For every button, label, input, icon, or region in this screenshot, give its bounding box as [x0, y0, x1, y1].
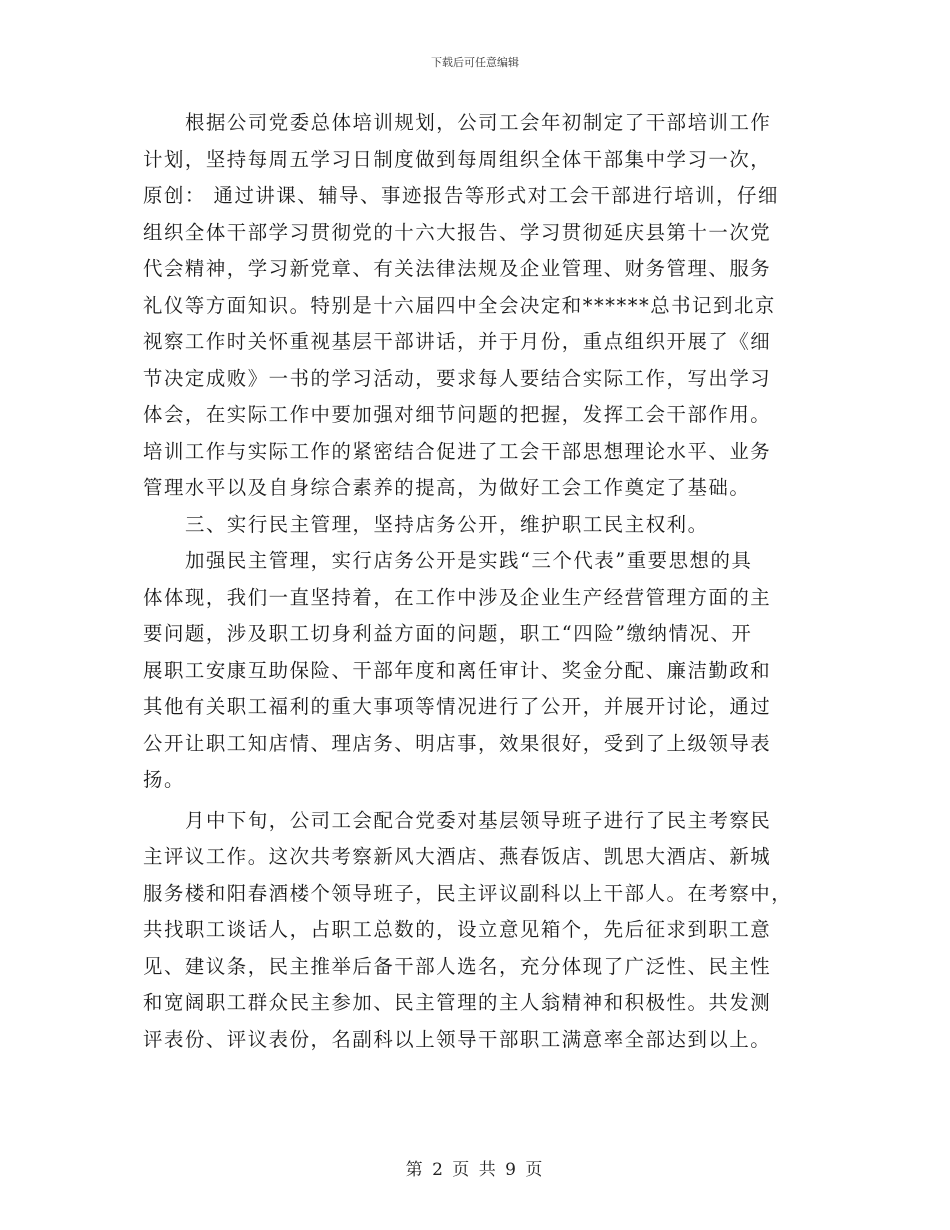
- paragraph-line: 礼仪等方面知识。特别是十六届四中全会决定和******总书记到北京: [143, 293, 776, 317]
- paragraph-line: 共找职工谈话人，占职工总数的，设立意见箱个，先后征求到职工意: [143, 918, 772, 941]
- paragraph-line: 见、建议条，民主推举后备干部人选名，充分体现了广泛性、民主性: [143, 954, 772, 978]
- paragraph-line: 加强民主管理，实行店务公开是实践“三个代表”重要思想的具: [185, 549, 753, 572]
- paragraph-line: 扬。: [143, 768, 185, 791]
- paragraph-line: 主评议工作。这次共考察新风大酒店、燕春饭店、凯思大酒店、新城: [143, 845, 772, 868]
- paragraph-line: 展职工安康互助保险、干部年度和离任审计、奖金分配、廉洁勤政和: [143, 658, 772, 682]
- paragraph-line: 根据公司党委总体培训规划，公司工会年初制定了干部培训工作: [185, 111, 772, 134]
- paragraph-line: 服务楼和阳春酒楼个领导班子，民主评议副科以上干部人。在考察中，: [143, 881, 793, 905]
- page-header-note: 下载后可任意编辑: [431, 56, 519, 69]
- paragraph-line: 和宽阔职工群众民主参加、民主管理的主人翁精神和积极性。共发测: [143, 991, 772, 1014]
- paragraph-line: 培训工作与实际工作的紧密结合促进了工会干部思想理论水平、业务: [143, 439, 772, 463]
- paragraph-line: 月中下旬，公司工会配合党委对基层领导班子进行了民主考察民: [185, 808, 772, 832]
- paragraph-line: 体会，在实际工作中要加强对细节问题的把握，发挥工会干部作用。: [143, 403, 772, 426]
- paragraph-line: 体体现，我们一直坚持着，在工作中涉及企业生产经营管理方面的主: [143, 585, 772, 609]
- paragraph-line: 其他有关职工福利的重大事项等情况进行了公开，并展开讨论，通过: [143, 695, 772, 718]
- document-body: [143, 105, 803, 1058]
- paragraph-line: 管理水平以及自身综合素养的提高，为做好工会工作奠定了基础。: [143, 476, 751, 499]
- paragraph-line: 组织全体干部学习贯彻党的十六大报告、学习贯彻延庆县第十一次党: [143, 220, 772, 244]
- paragraph-line: 节决定成败》一书的学习活动，要求每人要结合实际工作，写出学习: [143, 366, 772, 390]
- paragraph-line: 评表份、评议表份，名副科以上领导干部职工满意率全部达到以上。: [143, 1027, 772, 1051]
- paragraph-line: 视察工作时关怀重视基层干部讲话，并于月份，重点组织开展了《细: [143, 330, 772, 353]
- paragraph-line: 代会精神，学习新党章、有关法律法规及企业管理、财务管理、服务: [143, 257, 772, 280]
- paragraph-line: 原创： 通过讲课、辅导、事迹报告等形式对工会干部进行培训，仔细: [143, 184, 779, 207]
- page-number-footer: 第 2 页 共 9 页: [405, 1160, 545, 1180]
- paragraph-line: 计划，坚持每周五学习日制度做到每周组织全体干部集中学习一次，: [143, 147, 772, 171]
- paragraph-line: 公开让职工知店情、理店务、明店事，效果很好，受到了上级领导表: [143, 731, 772, 755]
- paragraph-line: 要问题，涉及职工切身利益方面的问题，职工“四险”缴纳情况、开: [143, 622, 753, 645]
- section-heading: 三、实行民主管理，坚持店务公开，维护职工民主权利。: [185, 512, 709, 536]
